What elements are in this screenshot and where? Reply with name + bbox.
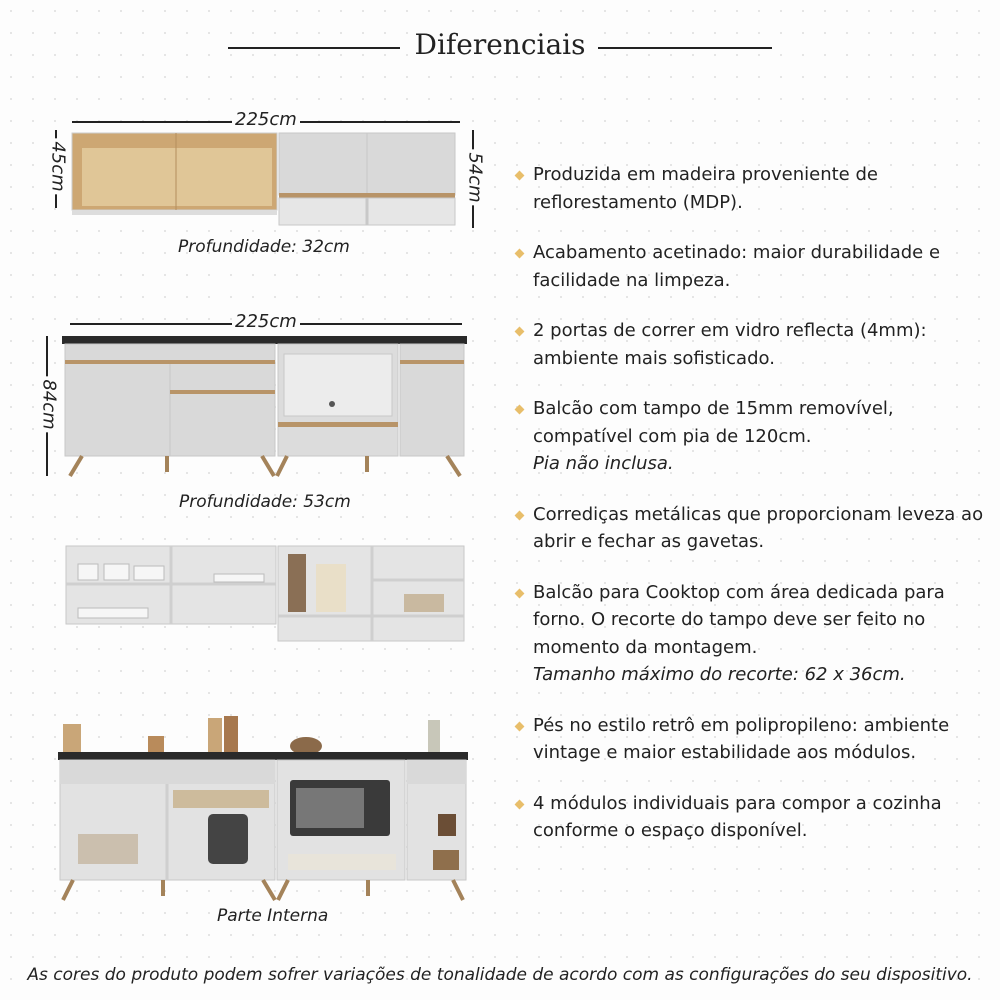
upper-door-left [279, 133, 367, 195]
bullet-diamond-icon [515, 249, 525, 259]
base-height-label: 84cm [39, 376, 60, 432]
feature-item [514, 161, 994, 216]
interior-caption: Parte Interna [217, 906, 329, 926]
bullet-diamond-icon [515, 721, 525, 731]
feature-item [514, 712, 994, 767]
upper-door-right [367, 133, 455, 195]
feature-item [514, 579, 994, 689]
bullet-diamond-icon [515, 171, 525, 181]
bullet-diamond-icon [515, 799, 525, 809]
feature-text: Corrediças metálicas que proporcionam leveza ao abrir e fechar as gavetas. [533, 503, 984, 552]
feature-text: 2 portas de correr em vidro reflecta (4mm): ambiente mais sofisticado. [533, 320, 927, 369]
feature-text: Balcão com tampo de 15mm removível, compatível com pia de 120cm. [533, 398, 894, 447]
upper-cabinet-illustration [70, 130, 465, 230]
page-title-text: Diferenciais [409, 28, 592, 61]
bullet-diamond-icon [515, 588, 525, 598]
feature-text: Acabamento acetinado: maior durabilidade e facilidade na limpeza. [533, 242, 941, 291]
feature-text: Balcão para Cooktop com área dedicada para forno. O recorte do tampo deve ser feito no momento da montagem. [533, 581, 945, 658]
feature-item [514, 501, 994, 556]
upper-right-height-label: 54cm [465, 149, 486, 205]
feature-item [514, 239, 994, 294]
base-width-label: 225cm [232, 311, 300, 332]
feature-text: 4 módulos individuais para compor a cozinha conforme o espaço disponível. [533, 792, 942, 841]
color-disclaimer: As cores do produto podem sofrer variações de tonalidade de acordo com as configurações do seu dispositivo. [27, 965, 973, 985]
bullet-diamond-icon [515, 510, 525, 520]
bullet-diamond-icon [515, 405, 525, 415]
feature-item [514, 395, 994, 478]
upper-interior-illustration [64, 544, 466, 644]
feature-text: Pés no estilo retrô em polipropileno: ambiente vintage e maior estabilidade aos módulos. [533, 714, 950, 763]
feature-note: Pia não inclusa. [533, 453, 674, 474]
upper-left-height-label: 45cm [48, 138, 69, 194]
feature-item [514, 317, 994, 372]
interior-base-illustration [58, 714, 468, 904]
base-cabinet-illustration [62, 334, 467, 482]
feature-note: Tamanho máximo do recorte: 62 x 36cm. [533, 664, 906, 685]
feature-item [514, 790, 994, 845]
base-depth-label: Profundidade: 53cm [179, 492, 351, 512]
page-title [0, 28, 1000, 61]
feature-text: Produzida em madeira proveniente de reflorestamento (MDP). [533, 164, 878, 213]
upper-width-label: 225cm [232, 109, 300, 130]
features-list [514, 161, 994, 868]
upper-depth-label: Profundidade: 32cm [178, 237, 350, 257]
bullet-diamond-icon [515, 327, 525, 337]
